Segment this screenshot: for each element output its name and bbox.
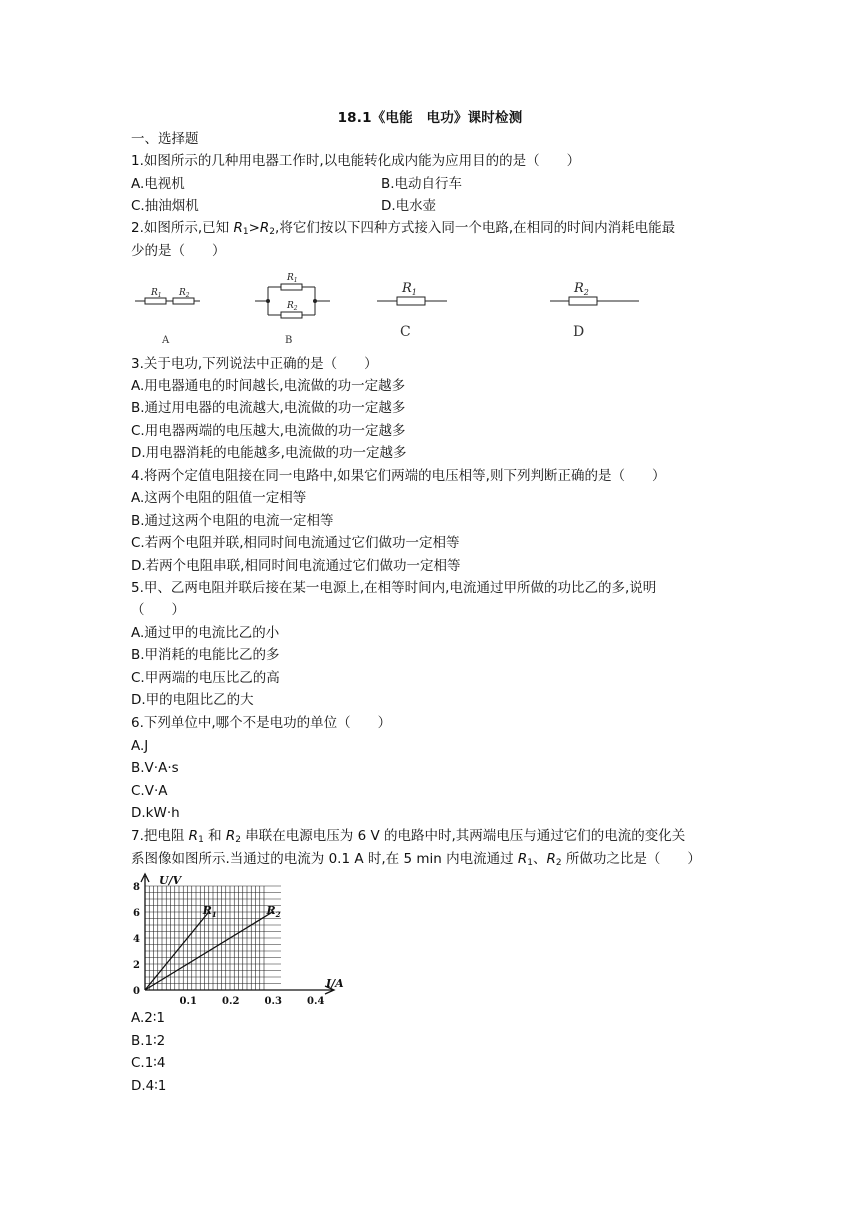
q7-line2-text-a: 系图像如图所示.当通过的电流为 0.1 A 时,在 5 min 内电流通过 xyxy=(131,851,518,867)
q7-x-tick-label: 0.3 xyxy=(264,996,282,1005)
q7-option-a: A.2∶1 xyxy=(131,1010,165,1026)
q2-r1-symbol: R xyxy=(233,220,243,236)
q3-stem: 3.关于电功,下列说法中正确的是（ ） xyxy=(131,356,378,372)
q4-option-a: A.这两个电阻的阻值一定相等 xyxy=(131,490,307,506)
q6-option-c: C.V·A xyxy=(131,783,168,799)
q7-stem-line-2 xyxy=(131,850,701,872)
q7-series-R2-label: $R_2$ xyxy=(266,904,281,919)
q2-a-r1-label: $R_1$ xyxy=(151,288,162,299)
q7-option-d: D.4∶1 xyxy=(131,1078,167,1094)
q2-stem-line-1 xyxy=(131,219,675,241)
q7-y-tick-label: 2 xyxy=(133,960,140,971)
q5-option-b: B.甲消耗的电能比乙的多 xyxy=(131,647,280,663)
q7-line2-r2-subscript: 2 xyxy=(555,858,562,868)
q7-text-2: 和 xyxy=(203,828,226,844)
q7-line2-text-b: 所做功之比是（ ） xyxy=(561,851,701,867)
q7-text-3: 串联在电源电压为 6 V 的电路中时,其两端电压与通过它们的电流的变化关 xyxy=(241,828,686,844)
q7-r1-symbol: R xyxy=(188,828,199,844)
q2-a-r2-label: $R_2$ xyxy=(179,288,190,299)
q2-caption-b: B xyxy=(285,335,293,346)
q7-x-tick-label: 0.1 xyxy=(179,996,197,1005)
q2-circuit-figure xyxy=(125,265,655,350)
q7-x-tick-label: 0.2 xyxy=(222,996,240,1005)
q7-option-c: C.1∶4 xyxy=(131,1055,166,1071)
q7-y-tick-label: 0 xyxy=(133,986,140,997)
q1-options-row-1 xyxy=(131,175,462,193)
q3-option-d: D.用电器消耗的电能越多,电流做的功一定越多 xyxy=(131,445,407,461)
q5-stem-line-2: （ ） xyxy=(131,602,185,618)
q1-stem: 1.如图所示的几种用电器工作时,以电能转化成内能为应用目的的是（ ） xyxy=(131,153,581,169)
q5-option-d: D.甲的电阻比乙的大 xyxy=(131,692,254,708)
q7-r1-subscript: 1 xyxy=(198,835,204,845)
q7-line2-separator: 、 xyxy=(533,851,547,867)
q2-d-r2-label: $R_2$ xyxy=(574,281,589,297)
q7-ui-graph xyxy=(128,870,358,1005)
q3-option-c: C.用电器两端的电压越大,电流做的功一定越多 xyxy=(131,423,406,439)
q4-option-b: B.通过这两个电阻的电流一定相等 xyxy=(131,513,334,529)
q7-line2-r1-subscript: 1 xyxy=(527,858,533,868)
q3-option-a: A.用电器通电的时间越长,电流做的功一定越多 xyxy=(131,378,406,394)
q1-option-c: C.抽油烟机 xyxy=(131,198,199,214)
page-title: 18.1《电能 电功》课时检测 xyxy=(337,110,523,126)
q1-option-a: A.电视机 xyxy=(131,176,185,192)
q2-r1-subscript: 1 xyxy=(242,227,249,237)
q2-stem-line-2: 少的是（ ） xyxy=(131,243,226,259)
q4-stem: 4.将两个定值电阻接在同一电路中,如果它们两端的电压相等,则下列判断正确的是（ ） xyxy=(131,468,666,484)
q7-ui-graph-svg xyxy=(128,870,358,1005)
q2-greater-than: > xyxy=(248,220,260,236)
q7-stem-line-1 xyxy=(131,827,685,849)
q4-option-c: C.若两个电阻并联,相同时间电流通过它们做功一定相等 xyxy=(131,535,460,551)
q1-option-d: D.电水壶 xyxy=(381,198,437,214)
q7-y-axis-label: U/V xyxy=(159,874,182,887)
q2-r2-symbol: R xyxy=(259,220,270,236)
q1-options-row-2 xyxy=(131,197,436,215)
q2-caption-a: A xyxy=(162,335,170,346)
q7-r2-symbol: R xyxy=(225,828,236,844)
q5-option-a: A.通过甲的电流比乙的小 xyxy=(131,625,280,641)
q4-option-d: D.若两个电阻串联,相同时间电流通过它们做功一定相等 xyxy=(131,558,461,574)
q7-r2-subscript: 2 xyxy=(235,835,242,845)
q5-option-c: C.甲两端的电压比乙的高 xyxy=(131,670,280,686)
q7-x-axis-label: I/A xyxy=(326,977,344,990)
q7-text-1: 7.把电阻 xyxy=(131,828,189,844)
section-heading: 一、选择题 xyxy=(131,131,199,147)
q2-b-r1-label: $R_1$ xyxy=(287,273,298,284)
q7-y-tick-label: 6 xyxy=(133,908,140,919)
q2-stem-text-a: 2.如图所示,已知 xyxy=(131,220,234,236)
q6-option-a: A.J xyxy=(131,738,149,754)
q7-x-tick-label: 0.4 xyxy=(307,996,325,1005)
q7-option-b: B.1∶2 xyxy=(131,1033,166,1049)
q2-circuit-svg xyxy=(125,265,655,350)
q7-line2-r1-symbol: R xyxy=(517,851,528,867)
q2-b-r2-label: $R_2$ xyxy=(287,301,298,312)
q1-option-b: B.电动自行车 xyxy=(381,176,463,192)
q7-series-R1-label: $R_1$ xyxy=(202,904,217,919)
q7-y-tick-label: 8 xyxy=(133,882,140,893)
q3-option-b: B.通过用电器的电流越大,电流做的功一定越多 xyxy=(131,400,406,416)
q6-option-d: D.kW·h xyxy=(131,805,180,821)
q2-caption-c: C xyxy=(400,324,411,340)
q5-stem-line-1: 5.甲、乙两电阻并联后接在某一电源上,在相等时间内,电流通过甲所做的功比乙的多,说明 xyxy=(131,580,657,596)
q6-stem: 6.下列单位中,哪个不是电功的单位（ ） xyxy=(131,715,392,731)
q2-c-r1-label: $R_1$ xyxy=(402,281,417,297)
q7-graph-grid xyxy=(145,886,281,990)
q7-line2-r2-symbol: R xyxy=(546,851,556,867)
q2-stem-text-b: ,将它们按以下四种方式接入同一个电路,在相同的时间内消耗电能最 xyxy=(275,220,676,236)
q2-r2-subscript: 2 xyxy=(269,227,276,237)
q7-y-tick-label: 4 xyxy=(133,934,140,945)
q2-caption-d: D xyxy=(573,324,585,340)
q6-option-b: B.V·A·s xyxy=(131,760,179,776)
